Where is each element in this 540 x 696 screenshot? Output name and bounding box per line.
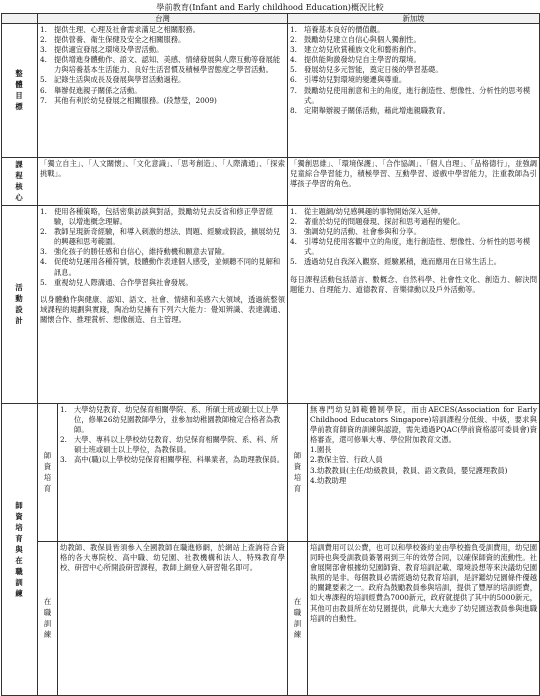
list-item: 3. 強化孩子的勝任感和自信心，維持動機和願意去冒險。 — [40, 247, 230, 257]
taiwan-goals-list — [40, 25, 285, 106]
taiwan-inservice-cell — [58, 542, 288, 696]
list-item: 2. 教師呈現新奇經驗，和導入刺激的想法、問題、經驗或假設，擴展幼兒的興趣和思考範圍。 — [40, 227, 281, 247]
list-item: 2. 著重於幼兒的問題發現、探討和思考過程的變化。 — [290, 217, 465, 227]
row-label-teacher-training: 師資培育與在職訓練 — [2, 404, 38, 696]
row-activity-design — [2, 206, 540, 404]
list-item: 3. 建立幼兒欣賞種族文化和藝術創作。 — [290, 45, 421, 55]
row-course-core — [2, 158, 540, 206]
list-item: 4. 提供能夠激發幼兒自主學習的環境。 — [290, 55, 421, 65]
singapore-training-intro: 無專門幼兒師範體制學院，而由AECES(Association for Early Childhood Educators Singapore)培訓課程分低級、中級，要求與學前教育師資的訓練與認證，需先通過PQAC(學前資格認可委員會)資格審查，還可修畢大專、學位附加教育文憑。 — [310, 405, 538, 445]
row-label-activity-design: 活動設計 — [2, 206, 38, 404]
singapore-training-levels — [310, 445, 537, 485]
comparison-table — [1, 13, 540, 696]
row-teacher-training — [2, 404, 540, 542]
singapore-goals-list — [290, 25, 537, 116]
training-level-item: 4.幼教助理 — [310, 475, 347, 485]
row-inservice — [2, 542, 540, 696]
list-item: 8. 定期舉辦親子關係活動，藉此增進親職教育。 — [290, 105, 450, 115]
taiwan-course-core — [38, 158, 288, 206]
list-item: 6. 引導幼兒對環境的變遷與尊重。 — [290, 75, 407, 85]
list-item: 4. 引導幼兒使用客觀中立的角度，進行創造性、想像性、分析性的思考模式。 — [290, 237, 531, 257]
row-overall-goals — [2, 24, 540, 158]
taiwan-activity-note: 以身體動作與健康、認知、語文、社會、情緒和美感六大領域，透過統整領域課程的規劃與實踐，陶冶幼兒擁有下列六大能力：覺知辨識、表達溝通、關懷合作、推理賞析、想像創造、自主管理。 — [40, 294, 285, 324]
list-item: 4. 促使幼兒運用各種符號，肢體動作表達個人感受，並傾聽不同的見解和訊息。 — [40, 257, 281, 277]
singapore-sub-training-label: 師資培育 — [288, 404, 308, 542]
taiwan-sub-training-label: 師資培育 — [38, 404, 58, 542]
list-item: 3. 提供適宜發展之環境及學習活動。 — [40, 45, 164, 55]
header-singapore: 新加坡 — [288, 14, 540, 24]
header-taiwan: 台灣 — [38, 14, 288, 24]
list-item: 3. 強調幼兒的活動、社會參與和分享。 — [290, 227, 421, 237]
page-title: 學前教育(Infant and Early childhood Education)概況比較 — [156, 2, 384, 12]
singapore-goals-cell — [288, 24, 540, 158]
list-item: 5. 記錄生活與成長及發展與學習活動過程。 — [40, 75, 186, 85]
row-label-course-core: 課程核心 — [2, 158, 38, 206]
list-item: 6. 舉辦促進親子關係之活動。 — [40, 85, 142, 95]
training-level-item: 2.教保主管、行政人員 — [310, 455, 383, 465]
header-row — [2, 14, 540, 24]
list-item: 3. 高中(職)以上學校幼兒保育相關學程、科畢業者，為助理教保員。 — [60, 455, 285, 465]
list-item: 5. 發展幼兒多元智能，奠定日後的學習基礎。 — [290, 65, 443, 75]
singapore-inservice-text: 培訓費用可以公費，也可以和學校簽約並由學校擔負受訓費用，幼兒園同時也與受訓教員簽署兩到三年的效勞合同，以確保師資的流動性。社會展開部會根據幼兒園師資、教育培訓記載、環境設想等來決議幼兒園執照的是非。每個教員必需經過幼兒教育培訓，是評鑑幼兒園條件優越的關鍵要素之一。政府為鼓勵教員參與培訓，提供了豐厚的培訓經費，如大專課程的培訓經費為7000新元，政府就提供了其中的5000新元，其他可由教員所在幼兒園提供，此舉大大進步了幼兒園送教員參與進職培訓的自動性。 — [310, 543, 538, 623]
list-item: 1. 使用各種策略，包括密集訪談與對話，鼓勵幼兒去反省和修正學習經驗，以增進概念理解。 — [40, 207, 273, 227]
training-level-item: 3.幼教教員(主任/幼級教員，教員、語文教員，嬰兒護理教員) — [310, 465, 508, 475]
taiwan-training-list — [60, 405, 285, 466]
list-item: 7. 其他有利於幼兒發展之相關服務。(段慧瑩，2009) — [40, 95, 217, 105]
corner-cell — [2, 14, 38, 24]
list-item: 2. 提供營養、衛生保健及安全之相關服務。 — [40, 35, 186, 45]
singapore-training-cell — [308, 404, 540, 542]
list-item: 7. 鼓勵幼兒使用創意和主的角度，進行創造性、想像性、分析性的思考模式。 — [290, 85, 531, 105]
training-level-item: 1.園長 — [310, 445, 332, 455]
taiwan-sub-inservice-label: 在職訓練 — [38, 542, 58, 696]
singapore-activity-cell — [288, 206, 540, 404]
singapore-sub-inservice-label: 在職訓練 — [288, 542, 308, 696]
list-item: 5. 重視幼兒人際溝通、合作學習與社會發展。 — [40, 277, 193, 287]
row-label-overall-goals: 整體目標 — [2, 24, 38, 158]
taiwan-course-core-text: 「獨立自主」、「人文關懷」、「文化意識」、「思考創造」、「人際溝通」、「探索挑戰」。 — [40, 159, 285, 179]
singapore-course-core-text: 「獨創思維」、「環境保護」、「合作協調」、「個人自理」、「品格德行」，並強調兒童綜合學習能力，積極學習、互動學習、遊戲中學習能力，注重教師為引導孩子學習的角色。 — [290, 159, 538, 189]
singapore-activity-list — [290, 207, 537, 268]
taiwan-activity-list — [40, 207, 285, 288]
list-item: 1. 從主題網/幼兒感興趣的事物開始深入延伸。 — [290, 207, 446, 216]
singapore-inservice-cell — [308, 542, 540, 696]
list-item: 1. 大學幼兒教育、幼兒保育相關學院、系、所碩士班或碩士以上學位，修畢26幼兒園教師學分，並參加幼稚園教師檢定合格者為教師。 — [60, 405, 281, 435]
list-item: 1. 提供生理、心理及社會需求滿足之相關服務。 — [40, 25, 200, 34]
taiwan-inservice-text: 幼教師、教保員皆須參入全國教師在職進修網，於網站上查詢符合資格的各大專院校、高中職、幼兒園、社教機構和法人、特殊教育學校、研習中心所開設研習課程，教師上網登入研習報名即可。 — [60, 543, 285, 573]
list-item: 2. 鼓勵幼兒建立自信心與個人獨創性。 — [290, 35, 421, 45]
taiwan-goals-cell — [38, 24, 288, 158]
list-item: 4. 提供增進身體動作、語文、認知、美感、情緒發展與人際互動等發展能力與培養基本生活能力、良好生活習慣及積極學習態度之學習活動。 — [40, 55, 281, 75]
singapore-course-core — [288, 158, 540, 206]
list-item: 2. 大學、專科以上學校幼兒教育、幼兒保育相關學院、系、科、所碩士班或碩士以上學位，為教保員。 — [60, 435, 279, 455]
list-item: 1. 培養基本良好的價值觀。 — [290, 25, 385, 34]
list-item: 5. 透過幼兒自我深入觀察、經驗累積，進而應用在日常生活上。 — [290, 257, 502, 267]
singapore-activity-note: 每日課程活動包括語言、數概念、自然科學、社會性文化、創造力、解決問題能力、自理能力、道德教育、音樂律動以及戶外活動等。 — [290, 274, 538, 294]
taiwan-training-cell — [58, 404, 288, 542]
taiwan-activity-cell — [38, 206, 288, 404]
